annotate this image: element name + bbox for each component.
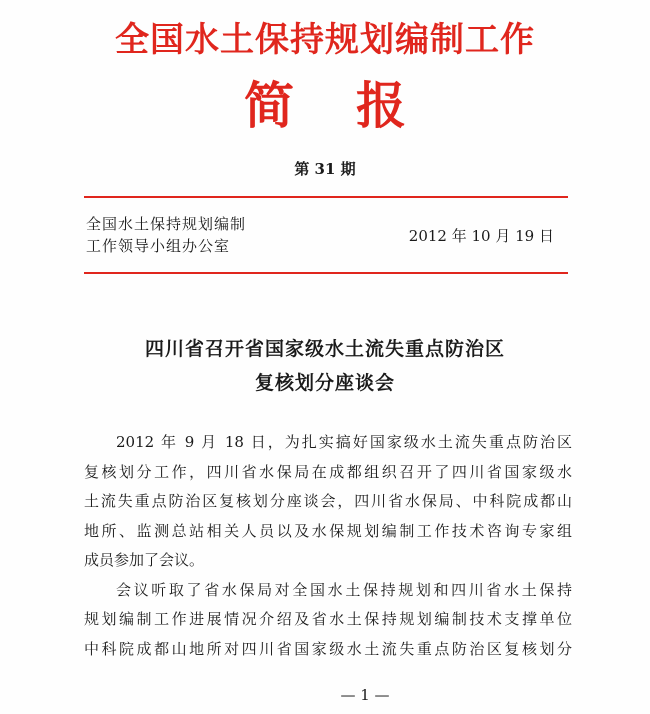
paragraph-2-line: 中科院成都山地所对四川省国家级水土流失重点防治区复核划分 — [84, 639, 572, 658]
paragraph-2-line: 会议听取了省水保局对全国水土保持规划和四川省水土保持 — [116, 580, 572, 599]
issue-number: 第 31 期 — [294, 160, 356, 178]
masthead-sub-char-1: 简 — [244, 77, 294, 135]
page-number: — 1 — — [340, 686, 390, 704]
paragraph-1-line: 复核划分工作，四川省水保局在成都组织召开了四川省国家级水 — [84, 462, 572, 481]
paragraph-2-line: 规划编制工作进展情况介绍及省水土保持规划编制技术支撑单位 — [84, 610, 572, 628]
issuer-line-2: 工作领导小组办公室 — [86, 237, 231, 255]
header-divider-top — [84, 196, 568, 198]
article-title — [0, 332, 650, 400]
issue-date: 2012 年 10 月 19 日 — [408, 227, 554, 245]
issuer-block — [86, 213, 246, 257]
header-divider-bottom — [84, 272, 568, 274]
masthead-title: 全国水土保持规划编制工作 — [115, 20, 535, 60]
paragraph-1-line: 地所、监测总站相关人员以及水保规划编制工作技术咨询专家组 — [84, 521, 572, 540]
masthead-subtitle — [0, 66, 650, 138]
article-title-line-2: 复核划分座谈会 — [254, 372, 395, 394]
paragraph-1-line: 2012 年 9 月 18 日，为扎实搞好国家级水土流失重点防治区 — [116, 433, 572, 451]
issuer-line-1: 全国水土保持规划编制 — [86, 215, 247, 233]
paragraph-1-line: 成员参加了会议。 — [84, 551, 205, 569]
article-title-line-1: 四川省召开省国家级水土流失重点防治区 — [144, 338, 505, 360]
paragraph-1-line: 土流失重点防治区复核划分座谈会，四川省水保局、中科院成都山 — [84, 492, 572, 510]
article-body — [84, 428, 572, 664]
masthead-sub-char-2: 报 — [356, 77, 406, 135]
